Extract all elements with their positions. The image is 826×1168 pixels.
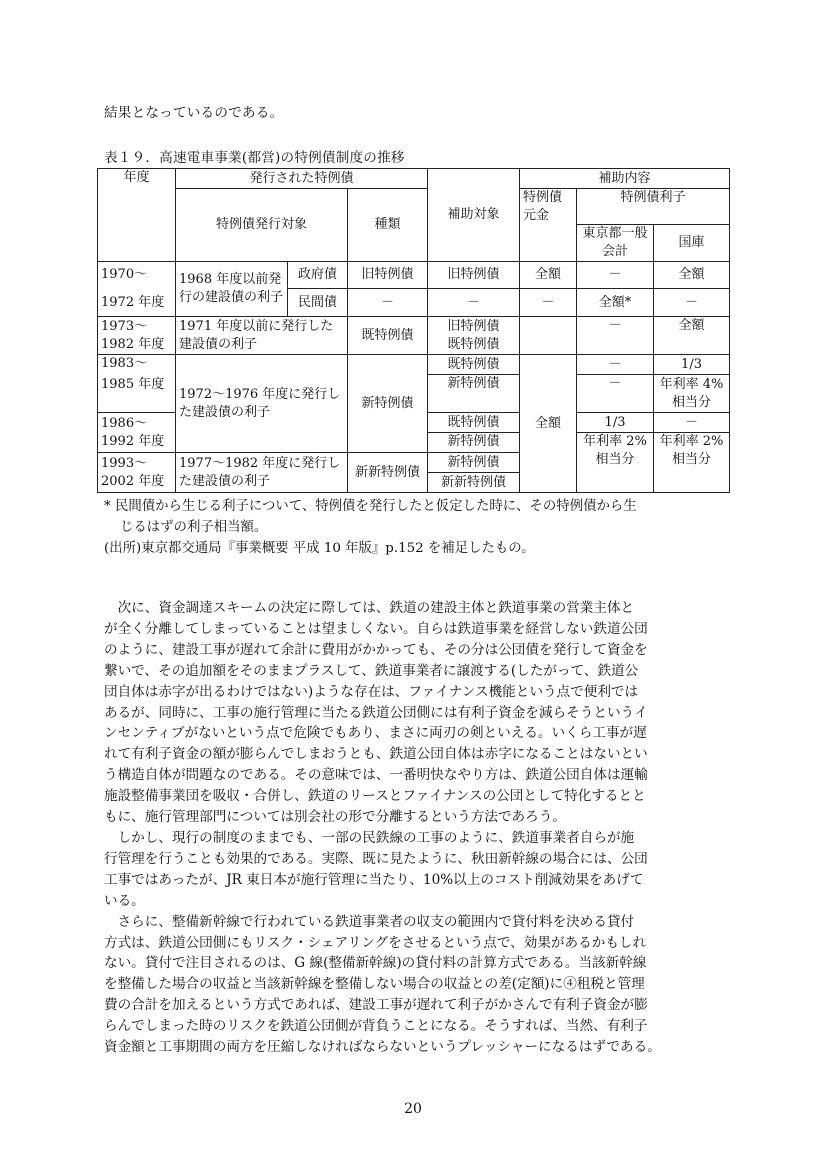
row1-year: 1970～ 1972 年度	[98, 262, 176, 317]
source-note: (出所)東京都交通局『事業概要 平成 10 年版』p.152 を補足したもの。	[104, 541, 535, 556]
row1a-tokyo: －	[577, 262, 654, 289]
row2-tokyo: －	[577, 317, 654, 355]
header-principal: 特例債元金	[520, 189, 577, 262]
body-text	[104, 598, 730, 1058]
row3a-tokyo: －	[577, 355, 654, 375]
body-line: う構造自体が問題なのである。その意味では、一番明快なやり方は、鉄道公団自体は運輸	[104, 767, 648, 784]
body-line: らんでしまった時のリスクを鉄道公団側が背負うことになる。そうすれば、当然、有利子	[104, 1018, 648, 1035]
row2-national: 全額	[654, 317, 730, 355]
row1b-aid: －	[428, 289, 520, 317]
row4b-aid: 新特例債	[428, 433, 520, 453]
row1a-kind: 旧特例債	[348, 262, 428, 289]
row1a-national: 全額	[654, 262, 730, 289]
row2-aid: 旧特例債 既特例債	[428, 317, 520, 355]
lead-text: 結果となっているのである。	[104, 105, 284, 121]
header-aid-target: 補助対象	[428, 169, 520, 262]
body-line: もに、施行管理部門については別会社の形で分離するという方法であろう。	[104, 809, 566, 826]
body-line: あるが、同時に、工事の施行管理に当たる鉄道公団側には有利子資金を減らそうというイ	[104, 704, 648, 721]
body-line: しかし、現行の制度のままでも、一部の民鉄線の工事のように、鉄道事業者自らが施	[104, 829, 635, 846]
body-line: が全く分離してしまっていることは望ましくない。自らは鉄道事業を経営しない鉄道公団	[104, 620, 648, 637]
row3-target: 1972～1976 年度に発行した建設債の利子	[176, 355, 348, 453]
body-line: 方式は、鉄道公団側にもリスク・シェアリングをさせるという点で、効果があるかもしれ	[104, 934, 647, 951]
header-kind: 種類	[348, 189, 428, 262]
row1b-tokyo: 全額*	[577, 289, 654, 317]
body-line: 団自体は赤字が出るわけではない)ような存在は、ファイナンス機能という点で便利では	[104, 683, 639, 700]
table-notes	[104, 496, 637, 559]
special-bond-table	[97, 168, 730, 493]
row1b-principal: －	[520, 289, 577, 317]
row4a-aid: 既特例債	[428, 413, 520, 433]
row3a-aid: 既特例債	[428, 355, 520, 375]
row2-year: 1973～ 1982 年度	[98, 317, 176, 355]
row5-kind: 新新特例債	[348, 453, 428, 493]
table-caption: 表１９．高速電車事業(都営)の特例債制度の推移	[104, 150, 405, 166]
body-line: 次に、資金調達スキームの決定に際しては、鉄道の建設主体と鉄道事業の営業主体と	[104, 600, 635, 616]
page-number: 20	[404, 1101, 422, 1117]
footnote-line-1: * 民間債から生じる利子について、特例債を発行したと仮定した時に、その特例債から生	[104, 499, 637, 514]
row4a-tokyo: 1/3	[577, 413, 654, 433]
body-line: 施設整備事業団を吸収・合併し、鉄道のリースとファイナンスの公団として特化するとと	[104, 788, 646, 805]
body-line: さらに、整備新幹線で行われている鉄道事業者の収支の範囲内で貸付料を決める貸付	[104, 913, 635, 930]
row5a-aid: 新特例債	[428, 453, 520, 473]
header-target-issue: 特例債発行対象	[176, 189, 348, 262]
body-line: 資金額と工事期間の両方を圧縮しなければならないというプレッシャーになるはずである。	[104, 1039, 661, 1056]
header-interest: 特例債利子	[577, 189, 730, 225]
body-line: ない。貸付で注目されるのは、G 線(整備新幹線)の貸付料の計算方式である。当該新幹線	[104, 955, 647, 972]
row3-kind: 新特例債	[348, 355, 428, 453]
row4a-national: －	[654, 413, 730, 433]
body-line: のように、建設工事が遅れて余計に費用がかかっても、その分は公団債を発行して資金を	[104, 641, 648, 658]
row3b-aid: 新特例債	[428, 375, 520, 413]
body-line: 行管理を行うことも効果的である。実際、既に見たように、秋田新幹線の場合には、公団	[104, 850, 648, 867]
row5-target: 1977～1982 年度に発行した建設債の利子	[176, 453, 348, 493]
row3a-national: 1/3	[654, 355, 730, 375]
body-line: 繋いで、その追加額をそのままプラスして、鉄道事業者に譲渡する(したがって、鉄道公	[104, 662, 639, 679]
row1a-issuer: 政府債	[288, 262, 348, 289]
row4-year: 1986～ 1992 年度	[98, 413, 176, 453]
row2-target: 1971 年度以前に発行した建設債の利子	[176, 317, 348, 355]
row1a-aid: 旧特例債	[428, 262, 520, 289]
row2-principal	[520, 317, 577, 355]
body-line: ンセンティブがないという点で危険でもあり、まさに両刃の剣といえる。いくら工事が遅	[104, 725, 647, 742]
header-year: 年度	[98, 169, 176, 262]
row5b-aid: 新新特例債	[428, 473, 520, 493]
body-line: 工事ではあったが、JR 東日本が施行管理に当たり、10%以上のコスト削減効果をあげて	[104, 871, 644, 888]
row1a-principal: 全額	[520, 262, 577, 289]
row1b-national: －	[654, 289, 730, 317]
header-national: 国庫	[654, 225, 730, 262]
row3b-tokyo: －	[577, 375, 654, 413]
row5-year: 1993～ 2002 年度	[98, 453, 176, 493]
body-line: れて有利子資金の額が膨らんでしまおうとも、鉄道公団自体は赤字になることはないとい	[104, 746, 648, 763]
row2-kind: 既特例債	[348, 317, 428, 355]
row1b-issuer: 民間債	[288, 289, 348, 317]
body-line: いる。	[104, 892, 145, 909]
header-issued: 発行された特例債	[176, 169, 428, 189]
body-line: を整備した場合の収益と当該新幹線を整備しない場合の収益との差(定額)に④租税と管理	[104, 976, 645, 993]
row3-year: 1983～ 1985 年度	[98, 355, 176, 413]
header-aid: 補助内容	[520, 169, 730, 189]
row4b-national: 年利率 2%相当分	[654, 433, 730, 493]
footnote-line-2: じるはずの利子相当額。	[120, 520, 268, 535]
row3-principal: 全額	[520, 355, 577, 493]
header-tokyo: 東京都一般会計	[577, 225, 654, 262]
row1-target: 1968 年度以前発行の建設債の利子	[176, 262, 288, 317]
row1b-kind: －	[348, 289, 428, 317]
row3b-national: 年利率 4%相当分	[654, 375, 730, 413]
row4b-tokyo: 年利率 2%相当分	[577, 433, 654, 493]
body-line: 費の合計を加えるという方式であれば、建設工事が遅れて利子がかさんで有利子資金が膨	[104, 997, 648, 1014]
